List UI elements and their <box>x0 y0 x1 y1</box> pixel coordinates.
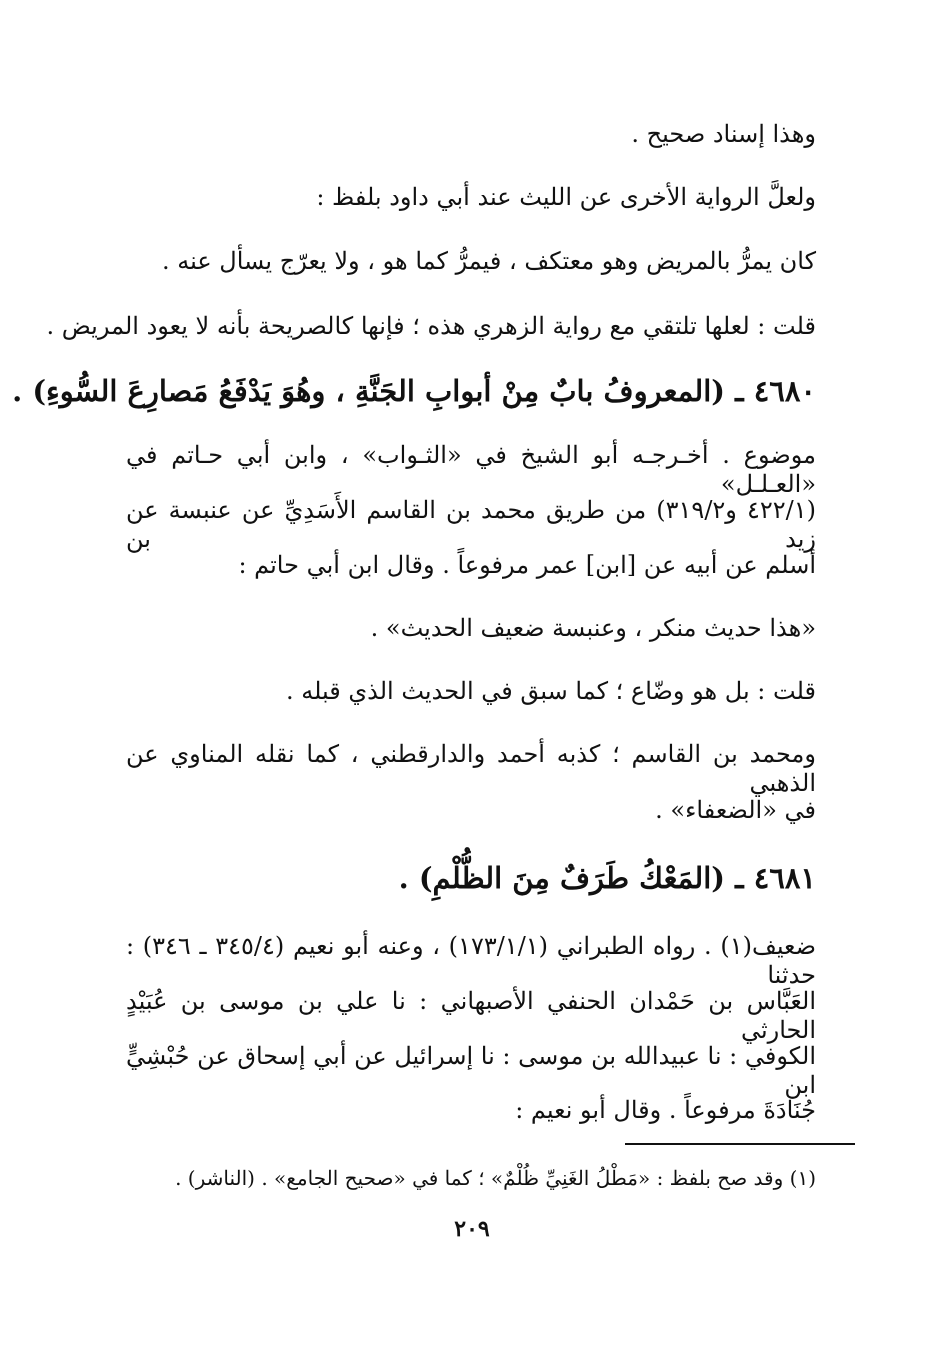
page-number: ٢٠٩ <box>454 1216 490 1242</box>
text-line-2: ولعلَّ الرواية الأخرى عن الليث عند أبي داود بلفظ : <box>316 183 816 211</box>
text-line-1: وهذا إسناد صحيح . <box>631 120 816 148</box>
text-line-6: موضوع . أخـرجـه أبو الشيخ في «الثـواب» ، وابن أبي حـاتم في «العـلـل» <box>126 441 816 498</box>
text-line-15: العَبَّاس بن حَمْدان الحنفي الأصبهاني : نا علي بن موسى بن عُبَيْدٍ الحارثي <box>126 987 816 1044</box>
text-line-16: الكوفي : نا عبيدالله بن موسى : نا إسرائيل عن أبي إسحاق عن حُبْشِيٍّ ابن <box>126 1042 816 1099</box>
text-line-14: ضعيف(١) . رواه الطبراني (١٧٣/١/١) ، وعنه أبو نعيم (٣٤٥/٤ ـ ٣٤٦) : حدثنا <box>126 932 817 989</box>
text-line-17: جُنَادَةَ مرفوعاً . وقال أبو نعيم : <box>515 1096 816 1124</box>
text-line-11: ومحمد بن القاسم ؛ كذبه أحمد والدارقطني ، كما نقله المناوي عن الذهبي <box>126 740 816 797</box>
text-line-4: قلت : لعلها تلتقي مع رواية الزهري هذه ؛ فإنها كالصريحة بأنه لا يعود المريض . <box>46 312 816 340</box>
quote-line: «هذا حديث منكر ، وعنبسة ضعيف الحديث» . <box>370 614 816 642</box>
hadith-heading-4681: ٤٦٨١ ـ (المَعْكُ طَرَفٌ مِنَ الظُّلْمِ) . <box>398 861 816 895</box>
footnote-divider <box>625 1143 855 1145</box>
text-line-7: (٤٢٢/١ و٣١٩/٢) من طريق محمد بن القاسم الأَسَدِيِّ عن عنبسة عن زيد بن <box>126 496 816 553</box>
text-line-12: في «الضعفاء» . <box>655 796 816 824</box>
hadith-heading-4680: ٤٦٨٠ ـ (المعروفُ بابٌ مِنْ أبوابِ الجَنَّةِ ، وهُوَ يَدْفَعُ مَصارِعَ السُّوءِ) . <box>12 374 816 408</box>
footnote: (١) وقد صح بلفظ : «مَطْلُ الغَنِيِّ ظُلْمٌ» ؛ كما في «صحيح الجامع» . (الناشر) . <box>175 1166 816 1190</box>
text-line-3: كان يمرُّ بالمريض وهو معتكف ، فيمرُّ كما هو ، ولا يعرّج يسأل عنه . <box>161 247 816 275</box>
text-line-8: أسلم عن أبيه عن [ابن] عمر مرفوعاً . وقال ابن أبي حاتم : <box>238 551 816 579</box>
text-line-10: قلت : بل هو وضّاع ؛ كما سبق في الحديث الذي قبله . <box>285 677 816 705</box>
